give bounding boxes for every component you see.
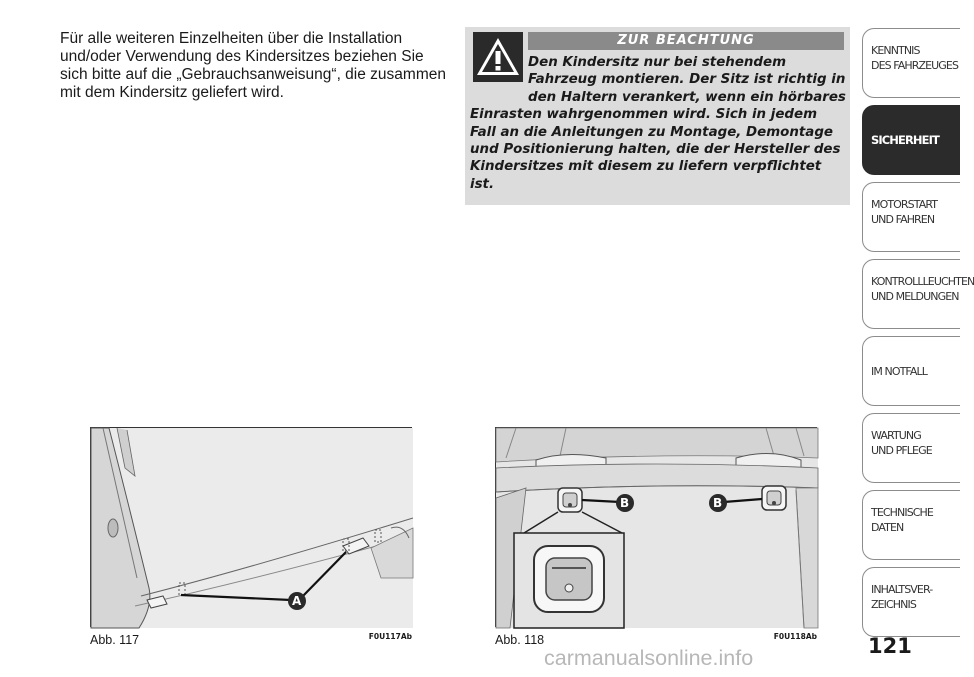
- tab-wartung[interactable]: [862, 413, 960, 483]
- tab-im-notfall[interactable]: [862, 336, 960, 406]
- chapter-sidebar: [862, 28, 974, 628]
- tab-label: ZEICHNIS: [871, 598, 916, 611]
- figure-118-code: F0U118Ab: [773, 632, 817, 641]
- tab-label: DES FAHRZEUGES: [871, 59, 959, 72]
- tab-kenntnis[interactable]: [862, 28, 960, 98]
- tab-label: KONTROLLLEUCHTEN: [871, 275, 974, 288]
- tab-inhaltsverzeichnis[interactable]: [862, 567, 960, 637]
- marker-a-label: A: [292, 594, 302, 608]
- tab-sicherheit[interactable]: [862, 105, 960, 175]
- tab-motorstart[interactable]: [862, 182, 960, 252]
- warning-text: Den Kindersitz nur bei stehendem Fahrzeug montieren. Der Sitz ist richtig in den Haltern verankert, wenn ein hörbares Einrasten wahrgenommen wird. Sich in jedem Fall an die Anleitungen zu Montage, Demontage und Positionierung halten, die der Hersteller des Kindersitzes mit diesem zu liefern verpflichtet ist.: [470, 55, 846, 192]
- marker-b-right-label: B: [713, 496, 723, 510]
- watermark-text: carmanualsonline.info: [544, 646, 754, 670]
- tab-label: MOTORSTART: [871, 198, 938, 211]
- tab-kontrollleuchten[interactable]: [862, 259, 974, 329]
- figure-117-seat-anchors: [90, 427, 412, 627]
- figure-117-label: Abb. 117: [90, 633, 140, 647]
- tab-label: TECHNISCHE: [871, 506, 933, 519]
- tab-label: SICHERHEIT: [871, 133, 939, 147]
- seat-cushion-illustration: [91, 428, 413, 628]
- page-number: 121: [868, 634, 912, 658]
- tab-label: KENNTNIS: [871, 44, 920, 57]
- tab-technische-daten[interactable]: [862, 490, 960, 560]
- rear-seat-illustration: [496, 428, 818, 628]
- intro-paragraph: Für alle weiteren Einzelheiten über die Installation und/oder Verwendung des Kindersitzes beziehen Sie sich bitte auf die „Gebrauchsanweisung“, die zusammen mit dem Kindersitz geliefert wird.: [60, 30, 446, 101]
- figure-118-rear-anchors: [495, 427, 817, 627]
- warning-box: [465, 27, 850, 205]
- tab-label: IM NOTFALL: [871, 365, 927, 378]
- figure-117-code: F0U117Ab: [368, 632, 412, 641]
- marker-b-left-label: B: [620, 496, 630, 510]
- tab-label: INHALTSVER-: [871, 583, 933, 596]
- figure-118-label: Abb. 118: [495, 633, 545, 647]
- tab-label: UND PFLEGE: [871, 444, 932, 457]
- tab-label: DATEN: [871, 521, 904, 534]
- tab-label: UND FAHREN: [871, 213, 935, 226]
- tab-label: UND MELDUNGEN: [871, 290, 959, 303]
- tab-label: WARTUNG: [871, 429, 921, 442]
- warning-header: ZUR BEACHTUNG: [528, 32, 844, 50]
